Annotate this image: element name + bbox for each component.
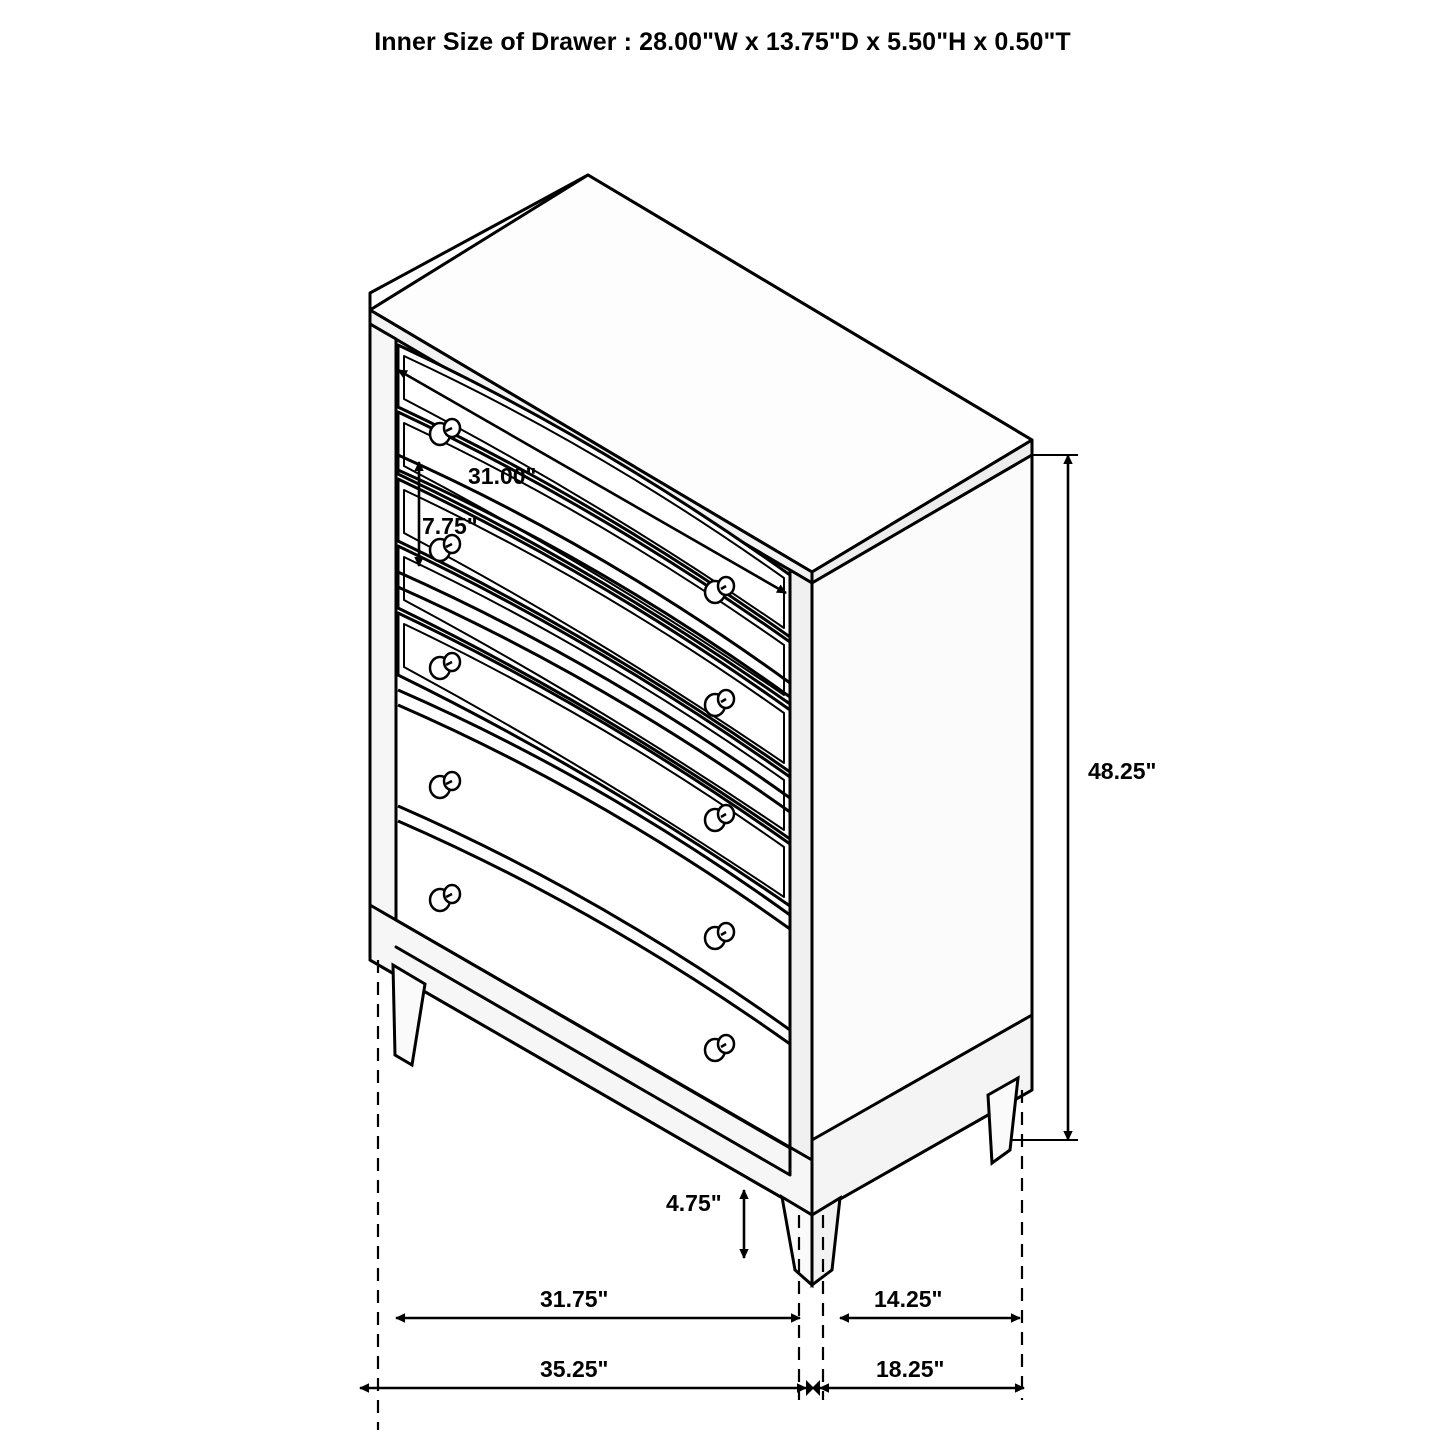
dim-drawer-height: 7.75" [422, 513, 478, 539]
dim-top-width: 31.00" [468, 463, 537, 489]
dim-front-overall-width: 35.25" [540, 1356, 609, 1382]
dim-leg-clearance: 4.75" [666, 1190, 722, 1216]
page-title: Inner Size of Drawer : 28.00"W x 13.75"D x 5.50"H x 0.50"T [374, 28, 1071, 56]
chest-body [370, 175, 1032, 1215]
dim-overall-height: 48.25" [1088, 758, 1157, 784]
dim-side-overall-depth: 18.25" [876, 1356, 945, 1382]
dim-front-base-width: 31.75" [540, 1286, 609, 1312]
dim-side-base-depth: 14.25" [874, 1286, 943, 1312]
